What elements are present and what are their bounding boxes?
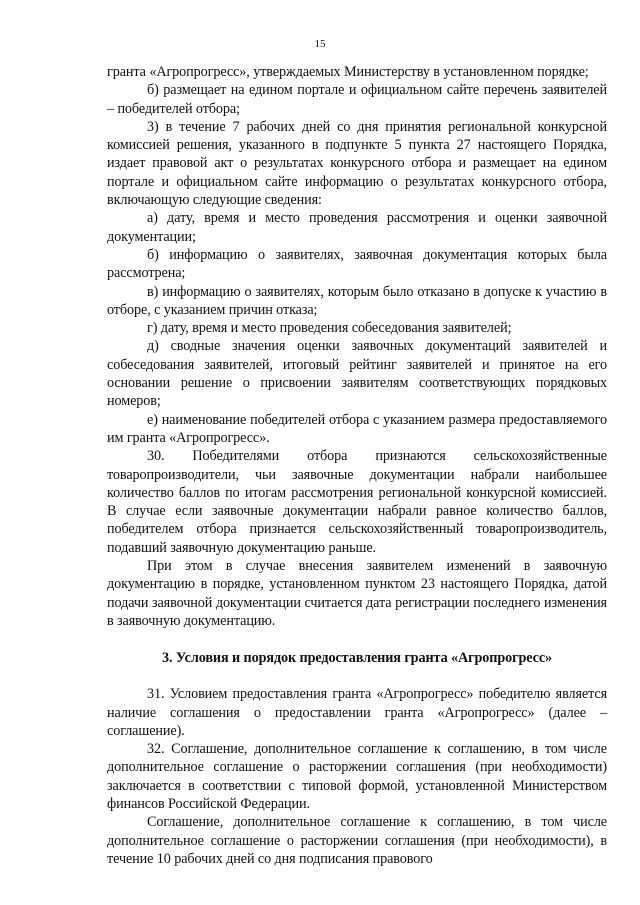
paragraph: При этом в случае внесения заявителем изменений в заявочную документацию в порядке, установленном пунктом 23 настоящего Порядка, датой подачи заявочной документации считается дата регистрации последнего изменения в заявочную документацию. — [107, 558, 607, 629]
paragraph: г) дату, время и место проведения собеседования заявителей; — [147, 320, 512, 337]
document-body — [107, 63, 607, 868]
paragraph: е) наименование победителей отбора с указанием размера предоставляемого им гранта «Агропрогресс». — [107, 411, 607, 446]
section-heading: 3. Условия и порядок предоставления гранта «Агропрогресс» — [161, 650, 553, 667]
paragraph: д) сводные значения оценки заявочных документаций заявителей и собеседования заявителей, итоговый рейтинг заявителей и принятое на его основании решение о присвоении заявителям соответствующих порядковых номеров; — [107, 338, 607, 410]
paragraph: б) информацию о заявителях, заявочная документация которых была рассмотрена; — [107, 246, 607, 282]
paragraph: б) размещает на едином портале и официальном сайте перечень заявителей – победителей отбора; — [107, 82, 607, 117]
paragraph: 30. Победителями отбора признаются сельскохозяйственные товаропроизводители, чьи заявочные документации набрали наибольшее количество баллов по итогам рассмотрения региональной конкурсной комиссией. В случае если заявочные документации набрали равное количество баллов, победителем отбора признается сельскохозяйственный товаропроизводитель, подавший заявочную документацию раньше. — [107, 448, 607, 556]
paragraph: гранта «Агропрогресс», утверждаемых Министерству в установленном порядке; — [107, 64, 589, 80]
page-number: 15 — [314, 38, 326, 50]
paragraph: в) информацию о заявителях, которым было отказано в допуске к участию в отборе, с указанием причин отказа; — [107, 283, 607, 318]
paragraph: 3) в течение 7 рабочих дней со дня принятия региональной конкурсной комиссией решения, указанного в подпункте 5 пункта 27 настоящего Порядка, издает правовой акт о результатах конкурсного отбора и размещает на едином портале и официальном сайте информацию о результатах конкурсного отбора, включающую следующие сведения: — [107, 118, 607, 209]
paragraph: 31. Условием предоставления гранта «Агропрогресс» победителю является наличие соглашения о предоставлении гранта «Агропрогресс» (далее – соглашение). — [107, 686, 607, 739]
paragraph: 32. Соглашение, дополнительное соглашение к соглашению, в том числе дополнительное соглашение о расторжении соглашения (при необходимости) заключается в соответствии с типовой формой, установленной Министерством финансов Российской Федерации. — [107, 741, 607, 812]
paragraph: а) дату, время и место проведения рассмотрения и оценки заявочной документации; — [107, 210, 607, 245]
paragraph: Соглашение, дополнительное соглашение к соглашению, в том числе дополнительное соглашение о расторжении соглашения (при необходимости), в течение 10 рабочих дней со дня подписания правового — [107, 814, 607, 867]
